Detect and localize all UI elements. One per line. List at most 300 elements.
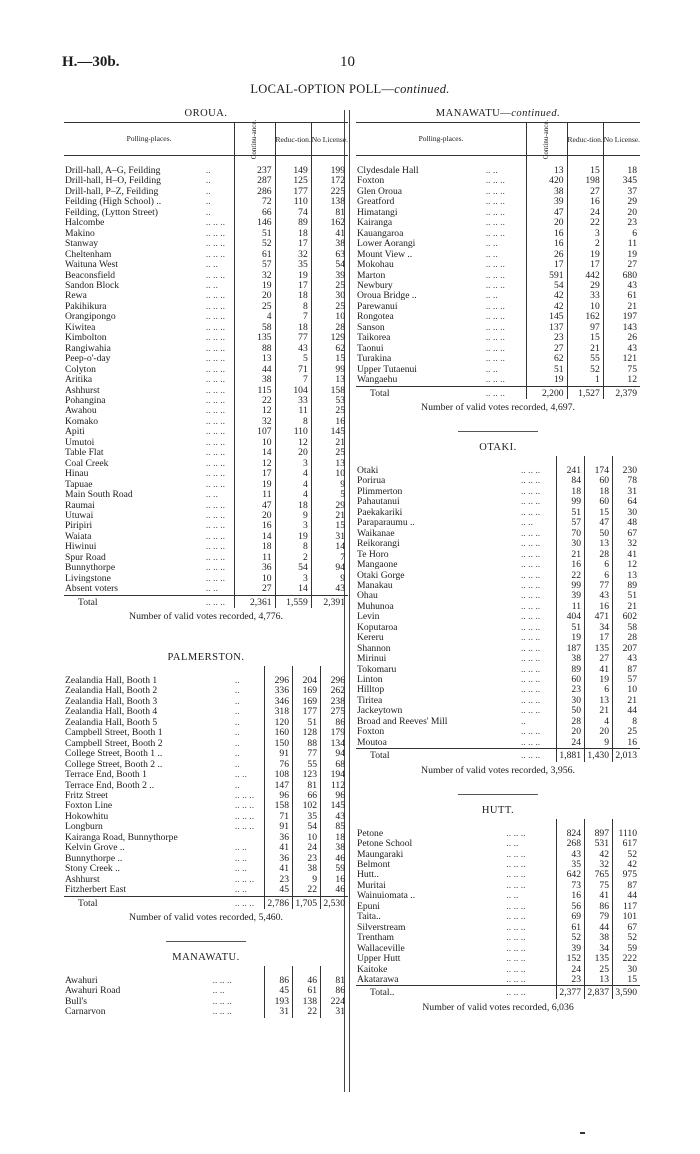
polling-place: Sanson xyxy=(357,322,385,333)
valid-votes-manawatu: Number of valid votes recorded, 4,697. xyxy=(421,401,575,413)
continuance-value: 99 xyxy=(557,497,585,507)
no-license-value: 617 xyxy=(613,839,641,849)
polling-place: Taikorea xyxy=(357,333,391,344)
polling-place: Beaconsfield xyxy=(65,270,116,281)
reduction-value: 169 xyxy=(293,686,321,696)
reduction-value: 50 xyxy=(585,529,613,539)
polling-place: Stanway xyxy=(65,239,99,250)
continuance-value: 193 xyxy=(265,997,293,1007)
reduction-value: 86 xyxy=(585,902,613,912)
table-row xyxy=(64,770,348,780)
no-license-value: 31 xyxy=(321,1007,349,1017)
continuance-value: 824 xyxy=(557,819,585,839)
continuance-value: 2,361 xyxy=(235,595,275,608)
reduction-value: 55 xyxy=(567,354,603,364)
polling-place: Newbury xyxy=(357,280,393,291)
no-license-value: 14 xyxy=(311,542,348,552)
no-license-value: 12 xyxy=(603,375,640,386)
no-license-value: 28 xyxy=(613,633,641,643)
continuance-value: 296 xyxy=(265,666,293,686)
reduction-value: 7 xyxy=(275,375,311,385)
no-license-value: 94 xyxy=(321,749,349,759)
polling-place: Peep-o'-day xyxy=(65,354,111,365)
no-license-value: 345 xyxy=(603,176,640,186)
continuance-value: 10 xyxy=(235,574,275,584)
reduction-value: 34 xyxy=(585,944,613,954)
leader-dots: .. .. .. xyxy=(486,386,527,399)
no-license-value: 10 xyxy=(311,469,348,479)
reduction-value: 177 xyxy=(275,187,311,197)
leader-dots: .. .. .. xyxy=(205,269,226,281)
reduction-value: 1,559 xyxy=(275,595,311,608)
polling-place: Wangaehu xyxy=(357,375,398,386)
polling-place: Jackeytown xyxy=(357,706,403,717)
leader-dots: .. .. .. xyxy=(506,900,526,912)
reduction-value: 16 xyxy=(585,602,613,612)
reduction-value: 128 xyxy=(293,728,321,738)
polling-place: Aritika xyxy=(65,375,93,386)
leader-dots: .. .. .. xyxy=(205,353,226,365)
leader-dots: .. .. .. xyxy=(520,506,541,518)
leader-dots: .. .. .. xyxy=(234,873,255,885)
continuance-value: 38 xyxy=(235,375,275,385)
leader-dots: .. .. .. xyxy=(520,705,541,717)
no-license-value: 78 xyxy=(613,476,641,486)
valid-votes-otaki: Number of valid votes recorded, 3,956. xyxy=(421,764,575,776)
polling-place: Mirinui xyxy=(357,654,387,665)
reduction-value: 32 xyxy=(585,860,613,870)
leader-dots: .. xyxy=(205,165,211,176)
polling-place: Taita.. xyxy=(357,912,381,923)
leader-dots: .. .. .. xyxy=(520,621,541,633)
continuance-value: 19 xyxy=(527,375,567,386)
continuance-value: 41 xyxy=(265,843,293,853)
reduction-value: 3 xyxy=(275,574,311,584)
section-title-hutt: HUTT. xyxy=(481,804,515,816)
table-row xyxy=(356,665,640,675)
continuance-value: 187 xyxy=(557,644,585,654)
table-row xyxy=(64,864,348,874)
polling-place: Cheltenham xyxy=(65,249,112,260)
leader-dots: .. .. .. xyxy=(205,238,226,250)
no-license-value: 41 xyxy=(613,550,641,560)
polling-place: Waikanae xyxy=(357,528,395,539)
table-row xyxy=(356,954,640,964)
no-license-value: 11 xyxy=(603,239,640,249)
leader-dots: .. .. .. xyxy=(506,974,526,985)
continuance-value: 318 xyxy=(265,707,293,717)
reduction-value: 18 xyxy=(275,291,311,301)
continuance-value: 23 xyxy=(557,975,585,986)
leader-dots: .. .. .. xyxy=(205,436,226,448)
polling-place: Ashhurst xyxy=(65,874,100,885)
continuance-value: 20 xyxy=(557,727,585,737)
col-header-no-license: No License. xyxy=(311,123,348,156)
page-number: 10 xyxy=(340,54,355,70)
polling-place: Rewa xyxy=(65,291,87,302)
leader-dots: .. .. xyxy=(506,890,519,902)
reduction-value: 22 xyxy=(293,1007,321,1017)
no-license-value: 224 xyxy=(321,997,349,1007)
leader-dots: .. .. .. xyxy=(205,562,226,574)
reduction-value: 13 xyxy=(585,539,613,549)
leader-dots: .. .. .. xyxy=(506,932,526,944)
polling-place: Kairanga xyxy=(357,218,393,229)
polling-place: Raumai xyxy=(65,500,95,511)
polling-place: Zealandia Hall, Booth 2 xyxy=(65,686,158,697)
reduction-value: 125 xyxy=(275,176,311,186)
reduction-value: 88 xyxy=(293,739,321,749)
reduction-value: 8 xyxy=(275,302,311,312)
reduction-value: 13 xyxy=(585,975,613,986)
no-license-value: 134 xyxy=(321,739,349,749)
polling-place: Akatarawa xyxy=(357,975,399,985)
no-license-value: 10 xyxy=(311,312,348,322)
table-row xyxy=(356,839,640,849)
leader-dots: .. .. .. xyxy=(205,509,226,521)
no-license-value: 117 xyxy=(613,902,641,912)
reduction-value: 110 xyxy=(275,197,311,207)
table-manawatu xyxy=(64,966,348,1018)
polling-place: Piripiri xyxy=(65,521,93,532)
no-license-value: 121 xyxy=(603,354,640,364)
reduction-value: 1,430 xyxy=(585,749,613,762)
reduction-value: 74 xyxy=(275,208,311,218)
no-license-value: 143 xyxy=(603,323,640,333)
table-row xyxy=(356,819,640,839)
leader-dots: .. .. .. xyxy=(506,848,526,860)
polling-place: Campbell Street, Booth 1 xyxy=(65,728,163,739)
leader-dots: .. xyxy=(234,675,240,687)
no-license-value: 7 xyxy=(311,553,348,563)
section-title-manawatu: MANAWATU. xyxy=(172,952,240,963)
continuance-value: 43 xyxy=(557,850,585,860)
no-license-value: 86 xyxy=(321,986,349,996)
polling-place: Bull's xyxy=(65,996,87,1007)
polling-place: Moutoa xyxy=(357,737,387,748)
leader-dots: .. xyxy=(205,206,211,218)
reduction-value: 43 xyxy=(275,344,311,354)
no-license-value: 57 xyxy=(613,675,641,685)
no-license-value: 99 xyxy=(311,365,348,375)
polling-place: Kauangaroa xyxy=(357,228,404,239)
polling-place: College Street, Booth 1 .. xyxy=(65,749,163,760)
no-license-value: 81 xyxy=(321,966,349,986)
leader-dots: .. .. .. xyxy=(485,217,505,229)
leader-dots: .. .. xyxy=(212,985,225,997)
no-license-value: 21 xyxy=(613,602,641,612)
continuance-value: 36 xyxy=(265,854,293,864)
polling-place: Terrace End, Booth 2 .. xyxy=(65,780,155,791)
continuance-value: 13 xyxy=(527,156,567,177)
no-license-value: 8 xyxy=(613,717,641,727)
polling-place: Hilltop xyxy=(357,685,385,696)
no-license-value: 87 xyxy=(613,665,641,675)
reduction-value: 102 xyxy=(293,801,321,811)
separator-rule xyxy=(458,431,538,432)
leader-dots: .. xyxy=(234,748,240,760)
table-row xyxy=(356,476,640,486)
reduction-value: 19 xyxy=(567,250,603,260)
polling-place: Trentham xyxy=(357,933,394,944)
continuance-value: 32 xyxy=(235,271,275,281)
reduction-value: 1,705 xyxy=(293,896,321,909)
polling-place: Glen Oroua xyxy=(357,186,403,197)
polling-place: Hinau xyxy=(65,469,89,480)
leader-dots: .. .. .. xyxy=(485,311,505,323)
no-license-value: 21 xyxy=(603,302,640,312)
reduction-value: 28 xyxy=(585,550,613,560)
continuance-value: 36 xyxy=(265,833,293,843)
left-column xyxy=(64,106,348,1018)
polling-place: Drill-hall, A–G, Feilding xyxy=(65,165,161,176)
polling-place: Foxton xyxy=(357,727,385,738)
polling-place: Awahuri xyxy=(65,975,98,986)
table-row xyxy=(356,870,640,880)
no-license-value: 21 xyxy=(311,438,348,448)
polling-place: Bunnythorpe xyxy=(65,563,116,574)
no-license-value: 18 xyxy=(603,156,640,177)
polling-place: Main South Road xyxy=(65,490,133,501)
table-row xyxy=(356,696,640,706)
total-row xyxy=(64,896,348,909)
leader-dots: .. .. .. xyxy=(485,269,505,281)
reduction-value: 44 xyxy=(585,923,613,933)
polling-place: Coal Creek xyxy=(65,458,109,469)
no-license-value: 37 xyxy=(603,187,640,197)
continuance-value: 336 xyxy=(265,686,293,696)
continuance-value: 38 xyxy=(527,187,567,197)
no-license-value: 51 xyxy=(613,591,641,601)
continuance-value: 24 xyxy=(557,738,585,749)
reduction-value: 10 xyxy=(567,302,603,312)
leader-dots: .. .. xyxy=(234,842,247,854)
leader-dots: .. .. .. xyxy=(520,548,541,560)
polling-place: Pahautanui xyxy=(357,497,400,508)
continuance-value: 21 xyxy=(557,550,585,560)
reduction-value: 138 xyxy=(293,997,321,1007)
reduction-value: 15 xyxy=(567,333,603,343)
reduction-value: 34 xyxy=(585,623,613,633)
leader-dots: .. .. .. xyxy=(205,384,226,396)
no-license-value: 13 xyxy=(311,459,348,469)
continuance-value: 96 xyxy=(265,791,293,801)
leader-dots: .. .. .. xyxy=(520,569,541,581)
continuance-value: 71 xyxy=(265,812,293,822)
reduction-value: 23 xyxy=(293,854,321,864)
leader-dots: .. xyxy=(234,695,240,707)
leader-dots: .. .. xyxy=(520,517,533,529)
continuance-value: 16 xyxy=(527,239,567,249)
polling-place: Table Flat xyxy=(65,448,104,459)
leader-dots: .. .. .. xyxy=(506,879,526,891)
reduction-value: 9 xyxy=(585,738,613,749)
continuance-value: 19 xyxy=(235,480,275,490)
continuance-value: 57 xyxy=(235,260,275,270)
continuance-value: 11 xyxy=(235,553,275,563)
polling-place: Hutt.. xyxy=(357,870,379,881)
table-row xyxy=(64,822,348,832)
table-row xyxy=(64,843,348,853)
continuance-value: 47 xyxy=(527,208,567,218)
leader-dots: .. .. .. xyxy=(205,478,226,490)
leader-dots: .. .. .. xyxy=(235,896,265,909)
polling-place: Umutoi xyxy=(65,437,95,448)
reduction-value: 3 xyxy=(567,229,603,239)
polling-place: Shannon xyxy=(357,643,391,654)
no-license-value: 199 xyxy=(311,156,348,177)
continuance-value: 268 xyxy=(557,839,585,849)
continuance-value: 18 xyxy=(557,487,585,497)
reduction-value: 19 xyxy=(275,271,311,281)
reduction-value: 442 xyxy=(567,271,603,281)
leader-dots: .. .. .. xyxy=(485,342,505,354)
reduction-value: 2,837 xyxy=(585,986,613,999)
leader-dots: .. .. xyxy=(205,489,218,501)
reduction-value: 135 xyxy=(585,644,613,654)
table-row xyxy=(356,260,640,270)
no-license-value: 32 xyxy=(613,539,641,549)
continuance-value: 30 xyxy=(557,696,585,706)
col-header-reduction: Reduc-tion. xyxy=(275,123,311,156)
polling-place: Pohangina xyxy=(65,395,106,406)
continuance-value: 50 xyxy=(557,706,585,716)
leader-dots: .. .. .. xyxy=(205,394,226,406)
leader-dots: .. .. .. xyxy=(234,821,255,833)
no-license-value: 225 xyxy=(311,187,348,197)
valid-votes-palmerston: Number of valid votes recorded, 5,460. xyxy=(129,912,283,923)
continuance-value: 17 xyxy=(527,260,567,270)
leader-dots: .. .. .. xyxy=(485,175,505,187)
table-row xyxy=(356,156,640,177)
no-license-value: 85 xyxy=(321,822,349,832)
no-license-value: 43 xyxy=(311,584,348,595)
reduction-value: 33 xyxy=(567,291,603,301)
polling-place: Total xyxy=(356,749,521,762)
polling-place: Muhunoa xyxy=(357,601,394,612)
continuance-value: 19 xyxy=(235,281,275,291)
no-license-value: 1110 xyxy=(613,819,641,839)
document-code: H.—30b. xyxy=(62,54,120,70)
table-row xyxy=(356,550,640,560)
reduction-value: 174 xyxy=(585,456,613,476)
polling-place: Tokomaru xyxy=(357,664,397,675)
leader-dots: .. .. .. xyxy=(205,227,226,239)
polling-place: Himatangi xyxy=(357,207,398,218)
polling-place: Livingstone xyxy=(65,573,111,584)
table-row xyxy=(356,850,640,860)
reduction-value: 2 xyxy=(567,239,603,249)
table-row xyxy=(64,966,348,986)
leader-dots: .. .. .. xyxy=(520,496,541,508)
leader-dots: .. .. .. xyxy=(205,363,226,375)
continuance-value: 420 xyxy=(527,176,567,186)
reduction-value: 19 xyxy=(585,675,613,685)
leader-dots: .. .. .. xyxy=(485,185,505,197)
polling-place: Feilding (High School) .. xyxy=(65,197,162,208)
leader-dots: .. .. .. xyxy=(205,457,226,469)
reduction-value: 21 xyxy=(567,344,603,354)
leader-dots: .. .. .. xyxy=(520,538,541,550)
no-license-value: 94 xyxy=(311,563,348,573)
polling-place: Feilding, (Lytton Street) xyxy=(65,207,158,218)
reduction-value: 3 xyxy=(275,521,311,531)
polling-place: Total xyxy=(64,896,235,909)
table-row xyxy=(356,965,640,975)
reduction-value: 17 xyxy=(275,239,311,249)
reduction-value: 77 xyxy=(275,333,311,343)
polling-place: Zealandia Hall, Booth 3 xyxy=(65,696,158,707)
no-license-value: 194 xyxy=(321,770,349,780)
reduction-value: 25 xyxy=(585,965,613,975)
no-license-value: 52 xyxy=(613,933,641,943)
table-hutt xyxy=(356,819,640,999)
polling-place: Te Horo xyxy=(357,549,389,560)
continuance-value: 23 xyxy=(265,875,293,885)
no-license-value: 30 xyxy=(613,965,641,975)
no-license-value: 179 xyxy=(321,728,349,738)
reduction-value: 89 xyxy=(275,218,311,228)
reduction-value: 16 xyxy=(567,197,603,207)
leader-dots: .. .. .. xyxy=(520,663,541,675)
table-row xyxy=(356,881,640,891)
table-row xyxy=(356,518,640,528)
polling-place: Makino xyxy=(65,228,95,239)
continuance-value: 16 xyxy=(557,891,585,901)
continuance-value: 2,786 xyxy=(265,896,293,909)
polling-place: Total xyxy=(356,386,486,399)
leader-dots: .. xyxy=(234,779,240,791)
table-row xyxy=(356,912,640,922)
table-row xyxy=(64,801,348,811)
continuance-value: 14 xyxy=(235,532,275,542)
continuance-value: 4 xyxy=(235,312,275,322)
leader-dots: .. xyxy=(520,715,526,727)
continuance-value: 20 xyxy=(527,218,567,228)
continuance-value: 23 xyxy=(557,685,585,695)
leader-dots: .. .. .. xyxy=(205,374,226,386)
no-license-value: 64 xyxy=(613,497,641,507)
polling-place: Kairanga Road, Bunnythorpe xyxy=(65,832,178,843)
reduction-value: 20 xyxy=(275,448,311,458)
continuance-value: 25 xyxy=(235,302,275,312)
no-license-value: 25 xyxy=(311,448,348,458)
table-row xyxy=(64,156,348,177)
table-row xyxy=(356,581,640,591)
leader-dots: .. .. .. xyxy=(520,726,541,738)
reduction-value: 47 xyxy=(585,518,613,528)
continuance-value: 145 xyxy=(527,312,567,322)
polling-place: College Street, Booth 2 .. xyxy=(65,759,163,770)
leader-dots: .. .. xyxy=(485,165,498,176)
no-license-value: 21 xyxy=(613,696,641,706)
no-license-value: 28 xyxy=(311,323,348,333)
reduction-value: 18 xyxy=(585,487,613,497)
leader-dots: .. .. .. xyxy=(506,827,526,839)
reduction-value: 77 xyxy=(293,749,321,759)
continuance-value: 39 xyxy=(557,944,585,954)
table-row xyxy=(356,487,640,497)
leader-dots: .. .. .. xyxy=(205,415,226,427)
continuance-value: 137 xyxy=(527,323,567,333)
polling-place: Paekakariki xyxy=(357,507,403,518)
leader-dots: .. .. xyxy=(485,238,498,250)
no-license-value: 43 xyxy=(603,344,640,354)
polling-place: Foxton Line xyxy=(65,801,113,812)
col-header-continuance: Continu-ance. xyxy=(527,123,567,156)
no-license-value: 21 xyxy=(311,511,348,521)
table-palmerston xyxy=(64,666,348,909)
